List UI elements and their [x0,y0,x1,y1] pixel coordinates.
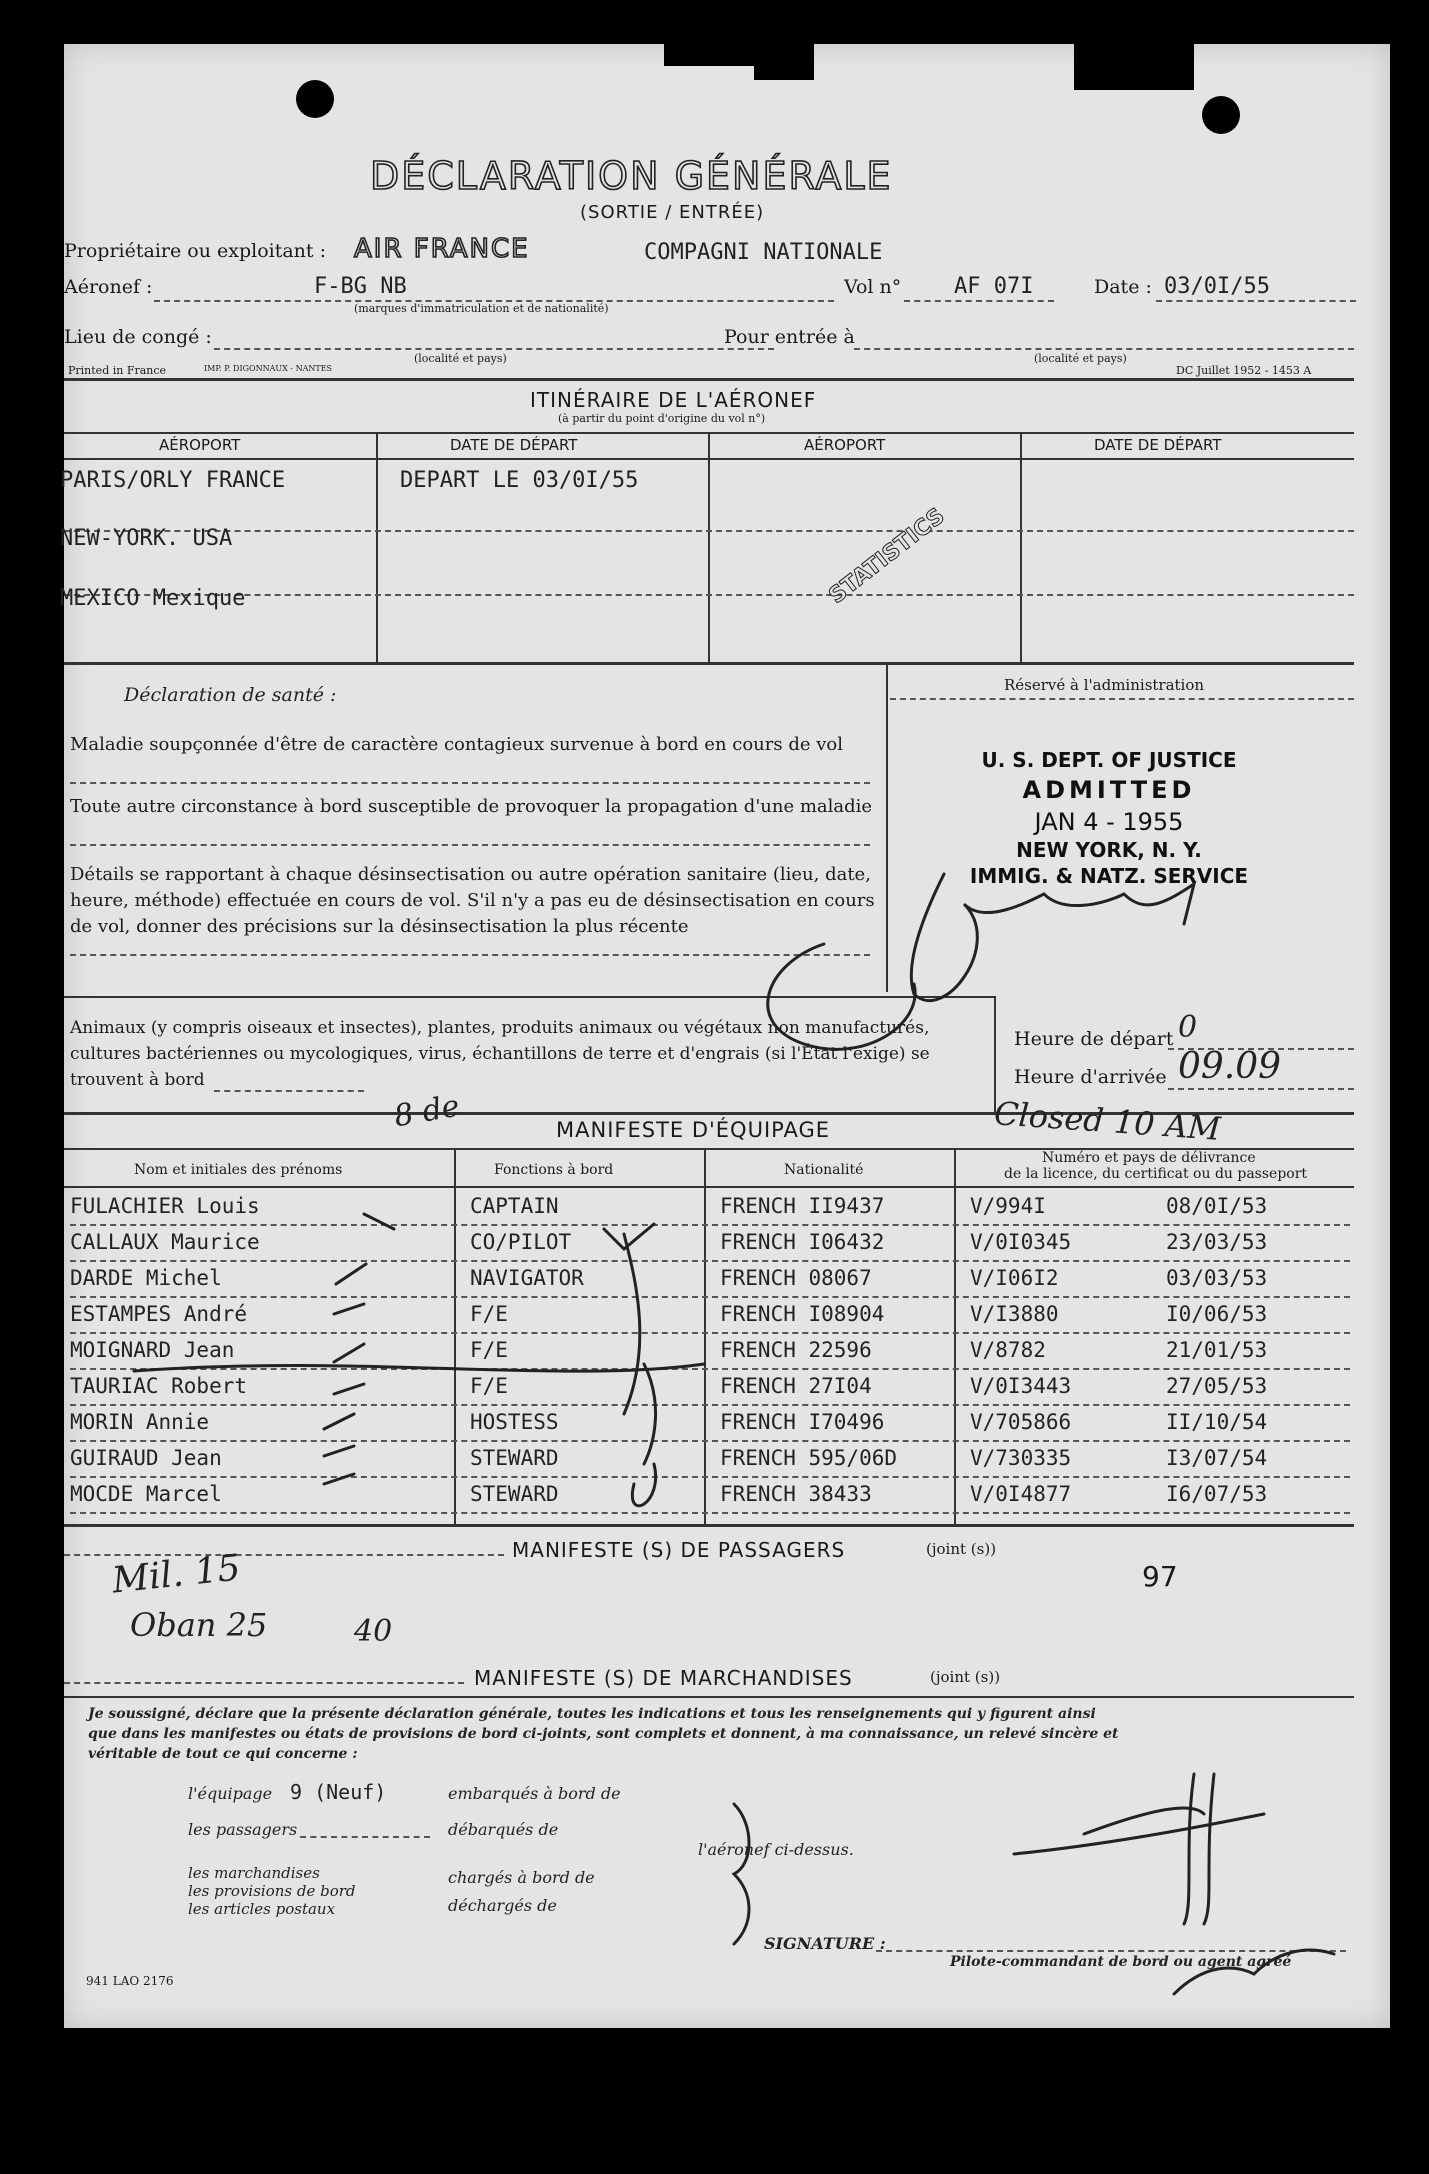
crew-licence: V/I3880 [970,1302,1059,1326]
crew-function: F/E [470,1374,508,1398]
crew-function: F/E [470,1302,508,1326]
stamp-line-4: NEW YORK, N. Y. [1016,838,1202,862]
cargo-title: MANIFESTE (S) DE MARCHANDISES [474,1666,853,1690]
aircraft-ref: l'aéronef ci-dessus. [698,1840,854,1859]
unloaded-label: déchargés de [448,1896,557,1915]
crew-col-licence-line-2: de la licence, du certificat ou du passeport [1004,1166,1308,1182]
statistics-stamp: STATISTICS [824,503,950,609]
crew-function: CAPTAIN [470,1194,559,1218]
crew-name: CALLAUX Maurice [70,1230,260,1254]
crew-margin-note: 8 de [391,1088,463,1135]
crew-licence: V/I06I2 [970,1266,1059,1290]
crew-function: F/E [470,1338,508,1362]
passengers-count-label: les passagers [188,1820,298,1839]
itinerary-airport-3: MEXICO Mexique [60,586,246,611]
itinerary-airport-1: PARIS/ORLY FRANCE [60,468,286,493]
crew-count-value: 9 (Neuf) [290,1780,387,1804]
crew-title: MANIFESTE D'ÉQUIPAGE [556,1118,830,1142]
crew-licence-date: 27/05/53 [1166,1374,1268,1398]
crew-nationality: FRENCH 27I04 [720,1374,872,1398]
owner-label: Propriétaire ou exploitant : [64,240,326,262]
crew-licence-date: 23/03/53 [1166,1230,1268,1254]
declaration-line-3: véritable de tout ce qui concerne : [88,1746,358,1762]
crew-licence-date: I6/07/53 [1166,1482,1268,1506]
printed-label: Printed in France [68,364,167,377]
health-item-1: Maladie soupçonnée d'être de caractère contagieux survenue à bord en cours de vol [70,734,843,755]
signature-loop [768,944,915,1049]
passenger-note-3: 40 [354,1614,393,1649]
owner-company: COMPAGNI NATIONALE [644,240,883,265]
agent-signature [1174,1950,1334,1994]
date-value: 03/0I/55 [1164,274,1270,299]
cargo-joint: (joint (s)) [930,1668,1001,1686]
crew-licence: V/705866 [970,1410,1072,1434]
animals-line-2: cultures bactériennes ou mycologiques, virus, échantillons de terre et d'engrais (si l'État l'exige) se [70,1044,930,1064]
passenger-note-2: Oban 25 [130,1606,268,1644]
crew-function: NAVIGATOR [470,1266,584,1290]
signatory-label: Pilote-commandant de bord ou agent agréé [950,1954,1292,1970]
leave-label: Lieu de congé : [64,326,212,348]
aircraft-note: (marques d'immatriculation et de nationalité) [354,302,609,315]
crew-name: MOIGNARD Jean [70,1338,235,1362]
owner-value: AIR FRANCE [354,234,530,264]
crew-licence-date: II/10/54 [1166,1410,1268,1434]
animals-line-1: Animaux (y compris oiseaux et insectes), plantes, produits animaux ou végétaux non manufacturés, [70,1018,930,1038]
leave-note: (localité et pays) [414,352,507,365]
goods-label: les marchandises [188,1864,320,1882]
crew-licence-date: I0/06/53 [1166,1302,1268,1326]
itinerary-airport-2: NEW-YORK. USA [60,526,233,551]
crew-name: MORIN Annie [70,1410,210,1434]
disembarked-label: débarqués de [448,1820,559,1839]
health-item-3-line-1: Détails se rapportant à chaque désinsectisation ou autre opération sanitaire (lieu, date, [70,864,871,885]
crew-count-label: l'équipage [188,1784,273,1803]
crew-nationality: FRENCH II9437 [720,1194,885,1218]
crew-function: CO/PILOT [470,1230,572,1254]
crew-col-licence-line-1: Numéro et pays de délivrance [1042,1150,1256,1166]
provisions-label: les provisions de bord [188,1882,356,1900]
entry-note: (localité et pays) [1034,352,1127,365]
strikethrough-moignard [134,1364,704,1371]
crew-name: ESTAMPES André [70,1302,248,1326]
declaration-line-1: Je soussigné, déclare que la présente déclaration générale, toutes les indications et tous les renseignements qui y figurent ainsi [88,1706,1096,1722]
date-label: Date : [1094,276,1152,298]
crew-col-name: Nom et initiales des prénoms [134,1162,343,1178]
stamp-line-5: IMMIG. & NATZ. SERVICE [969,864,1249,888]
closed-note: Closed 10 AM [992,1094,1222,1148]
crew-name: MOCDE Marcel [70,1482,222,1506]
health-title: Déclaration de santé : [124,684,337,706]
arrival-time-value: 09.09 [1178,1046,1282,1087]
health-item-3-line-2: heure, méthode) effectuée en cours de vol. S'il n'y a pas eu de désinsectisation en cours [70,890,875,911]
crew-col-function: Fonctions à bord [494,1162,614,1178]
crew-licence-date: 21/01/53 [1166,1338,1268,1362]
flight-label: Vol n° [844,276,902,298]
crew-name: FULACHIER Louis [70,1194,260,1218]
crew-name: TAURIAC Robert [70,1374,248,1398]
itinerary-note: (à partir du point d'origine du vol n°) [558,412,766,425]
stamp-line-2: ADMITTED [1022,776,1196,804]
passengers-title: MANIFESTE (S) DE PASSAGERS [512,1538,846,1562]
form-ref: DC Juillet 1952 - 1453 A [1176,364,1312,377]
crew-function: HOSTESS [470,1410,559,1434]
postal-label: les articles postaux [188,1900,336,1918]
crew-name: GUIRAUD Jean [70,1446,222,1470]
passengers-joint: (joint (s)) [926,1540,997,1558]
crew-nationality: FRENCH 08067 [720,1266,872,1290]
form-title: DÉCLARATION GÉNÉRALE [370,154,893,198]
stamp-line-3: JAN 4 - 1955 [1034,808,1184,836]
loaded-label: chargés à bord de [448,1868,595,1887]
admin-title: Réservé à l'administration [1004,676,1205,694]
itinerary-title: ITINÉRAIRE DE L'AÉRONEF [530,388,817,412]
crew-col-nationality: Nationalité [784,1162,864,1178]
declaration-line-2: que dans les manifestes ou états de provisions de bord ci-joints, sont complets et donnent, à ma connaissance, un relevé sincère et [88,1726,1119,1742]
itinerary-col-airport-2: AÉROPORT [804,436,886,454]
form-number: 941 LAO 2176 [86,1974,174,1988]
stamp-line-1: U. S. DEPT. OF JUSTICE [981,748,1237,772]
crew-licence-date: 08/0I/53 [1166,1194,1268,1218]
itinerary-col-airport-1: AÉROPORT [159,436,241,454]
embarked-label: embarqués à bord de [448,1784,621,1803]
itinerary-col-departure-1: DATE DE DÉPART [450,436,578,454]
departure-time-label: Heure de départ [1014,1028,1174,1050]
flight-value: AF 07I [954,274,1034,299]
crew-nationality: FRENCH 38433 [720,1482,872,1506]
entry-label: Pour entrée à [724,326,855,348]
crew-licence-date: 03/03/53 [1166,1266,1268,1290]
immigration-signature [911,874,1194,1001]
crew-nationality: FRENCH I70496 [720,1410,885,1434]
crew-licence: V/0I0345 [970,1230,1072,1254]
form-subtitle: (SORTIE / ENTRÉE) [580,202,765,223]
crew-nationality: FRENCH 22596 [720,1338,872,1362]
handwriting-overlay [64,44,1390,2028]
crew-nationality: FRENCH 595/06D [720,1446,898,1470]
health-item-3-line-3: de vol, donner des précisions sur la désinsectisation la plus récente [70,916,689,937]
itinerary-departure-1: DEPART LE 03/0I/55 [400,468,639,493]
crew-licence: V/730335 [970,1446,1072,1470]
crew-licence-date: I3/07/54 [1166,1446,1268,1470]
tick-marks [324,1214,394,1484]
crew-function: STEWARD [470,1446,559,1470]
captain-signature [1014,1774,1264,1924]
captain-initial [604,1224,654,1249]
crew-licence: V/0I3443 [970,1374,1072,1398]
health-item-2: Toute autre circonstance à bord susceptible de provoquer la propagation d'une maladie [70,796,873,817]
aircraft-value: F-BG NB [314,274,407,299]
passenger-note-1: Mil. 15 [110,1547,243,1602]
form-sheet [60,44,1390,2028]
aircraft-label: Aéronef : [64,276,153,298]
departure-time-value: 0 [1178,1010,1198,1045]
signature-label: SIGNATURE : [764,1934,886,1953]
declaration-bracket [734,1804,749,1944]
itinerary-col-departure-2: DATE DE DÉPART [1094,436,1222,454]
animals-line-3: trouvent à bord [70,1070,205,1090]
crew-name: DARDE Michel [70,1266,222,1290]
arrival-time-label: Heure d'arrivée [1014,1066,1167,1088]
crew-licence: V/0I4877 [970,1482,1072,1506]
crew-licence: V/8782 [970,1338,1046,1362]
crew-function: STEWARD [470,1482,559,1506]
crew-licence: V/994I [970,1194,1046,1218]
printer-note: IMP. P. DIGONNAUX - NANTES [204,364,333,373]
passenger-count: 97 [1142,1560,1178,1593]
crew-nationality: FRENCH I08904 [720,1302,885,1326]
crew-nationality: FRENCH I06432 [720,1230,885,1254]
